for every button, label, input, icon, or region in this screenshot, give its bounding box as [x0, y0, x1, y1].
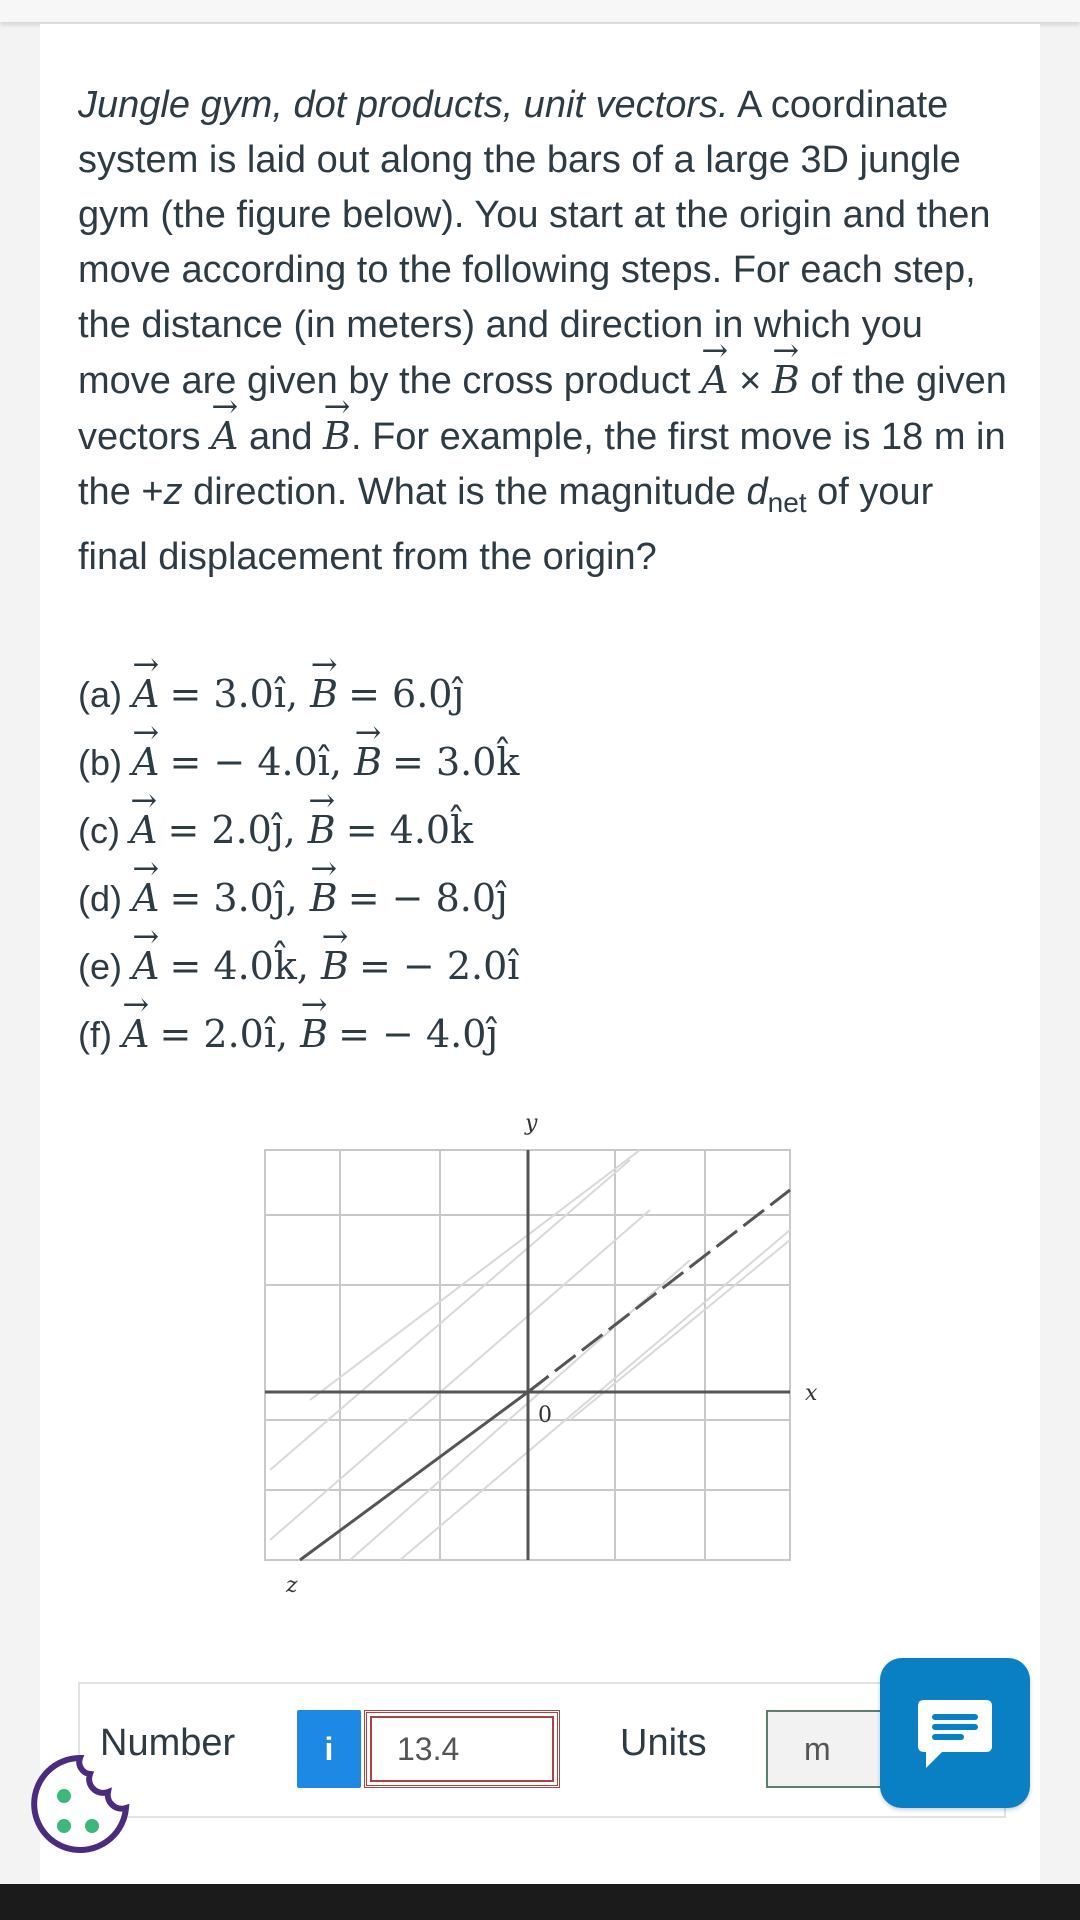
units-select[interactable]: m — [766, 1710, 916, 1788]
cookie-icon[interactable] — [28, 1752, 132, 1856]
chat-icon — [912, 1690, 998, 1776]
part-b: (b) → A = − 4.0î, → B = 3.0k̂ — [78, 728, 778, 796]
axis-label-x: x — [805, 1381, 818, 1406]
part-f: (f) → A = 2.0î, → B = − 4.0ĵ — [78, 1000, 778, 1068]
parts-list — [78, 660, 778, 1068]
info-icon[interactable]: i — [297, 1710, 361, 1788]
question-text: Jungle gym, dot products, unit vectors. A coordinate system is laid out along the bars of a large 3D jungle gym (the figure below). You start at the origin and then move according to the following steps. For each step, the distance (in meters) and direction in which you move are given by the cross product → A × → B of the given vectors → A and → B. For example, the first move is 18 m in the +z direction. What is the magnitude $d_{net}$ of your final displacement from the origin? — [78, 78, 1008, 585]
part-a: (a) → A = 3.0î, → B = 6.0ĵ — [78, 660, 778, 728]
number-input[interactable]: 13.4 — [364, 1710, 560, 1788]
top-bar — [0, 0, 1080, 22]
part-e: (e) → A = 4.0k̂, → B = − 2.0î — [78, 932, 778, 1000]
question-title: Jungle gym, dot products, unit vectors. — [78, 84, 729, 126]
number-label: Number — [100, 1722, 236, 1764]
units-label: Units — [620, 1722, 707, 1764]
jungle-gym-figure — [250, 1100, 830, 1600]
origin-label: 0 — [538, 1403, 552, 1428]
chat-button[interactable] — [880, 1658, 1030, 1808]
axis-label-z: z — [286, 1573, 298, 1598]
part-d: (d) → A = 3.0ĵ, → B = − 8.0ĵ — [78, 864, 778, 932]
depth-bars — [270, 1150, 790, 1560]
vector-b: → B — [323, 409, 351, 464]
axes — [265, 1150, 790, 1560]
part-c: (c) → A = 2.0ĵ, → B = 4.0k̂ — [78, 796, 778, 864]
vector-b: → B — [772, 353, 800, 408]
bottom-bar — [0, 1884, 1080, 1920]
vector-a: → A — [701, 353, 728, 408]
vector-a: → A — [211, 409, 238, 464]
axis-label-y: y — [525, 1111, 538, 1136]
